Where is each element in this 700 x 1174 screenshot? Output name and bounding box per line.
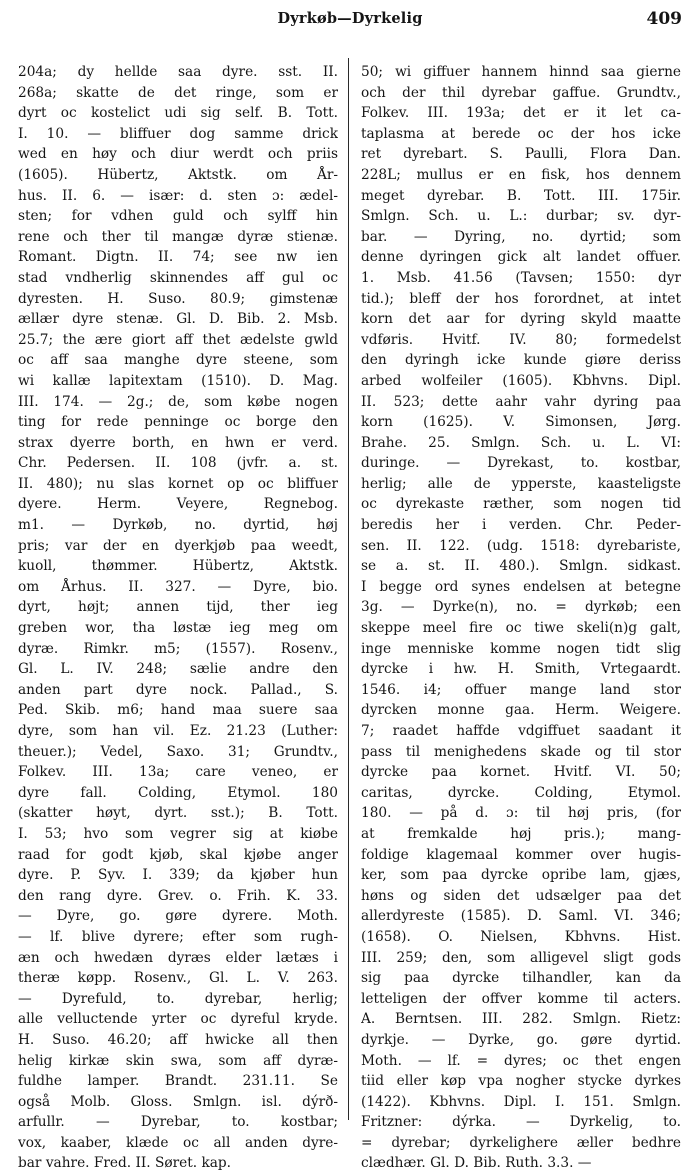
text-line: pris; var der en dyerkjøb paa weedt, (18, 537, 338, 554)
text-line: raad for godt kjøb, skal kjøbe anger (18, 846, 338, 863)
text-line: Folkev. III. 193a; det er it let ca- (361, 105, 681, 122)
text-line: anden part dyre nock. Pallad., S. (18, 681, 338, 698)
text-line: wed en høy och diur werdt och priis (18, 146, 338, 163)
text-line: taplasma at berede oc der hos icke (361, 125, 681, 142)
text-line: — lf. blive dyrere; efter som rugh- (18, 928, 338, 945)
text-line: tid.); bleff der hos forordnet, at intet (361, 290, 681, 307)
text-line: (1605). Hübertz, Aktstk. om År- (18, 166, 338, 183)
text-line: dyrcke paa kornet. Hvitf. VI. 50; (361, 764, 681, 781)
text-line: beredis her i verden. Chr. Peder- (361, 517, 681, 534)
text-line: stad vndherlig skinnendes aff gul oc (18, 269, 338, 286)
text-line: Ped. Skib. m6; hand maa suere saa (18, 702, 338, 719)
text-line: herlig; alle de ypperste, kaasteligste (361, 475, 681, 492)
page-number: 409 (646, 9, 682, 29)
text-line: 7; raadet haffde vdgiffuet saadant it (361, 723, 681, 739)
text-line: ret dyrebart. S. Paulli, Flora Dan. (361, 146, 681, 163)
text-line: — Dyre, go. gøre dyrere. Moth. (18, 908, 338, 925)
text-line: greben wor, tha løstæ ieg meg om (18, 620, 338, 637)
text-line: allerdyreste (1585). D. Saml. VI. 346; (361, 908, 681, 925)
text-line: dyresten. H. Suso. 80.9; gimstenæ (18, 290, 338, 307)
text-line: II. 523; dette aahr vahr dyring paa (361, 393, 681, 410)
text-line: Fritzner: dýrka. — Dyrkelig, to. (361, 1114, 681, 1131)
text-line: dyræ. Rimkr. m5; (1557). Rosenv., (18, 640, 338, 657)
text-line: III. 174. — 2g.; de, som købe nogen (18, 393, 338, 410)
text-line: Folkev. III. 13a; care veneo, er (18, 764, 338, 781)
text-line: III. 259; den, som alligevel sligt gods (361, 949, 681, 966)
left-column (18, 62, 338, 1174)
text-line: 180. — på d. ɔ: til høj pris, (for (361, 805, 681, 822)
text-line: sig paa dyrcke tilhandler, kan da (361, 970, 681, 987)
text-line: denne dyringen gick alt landet offuer. (361, 249, 681, 266)
text-line: korn det aar for dyring skyld maatte (361, 311, 681, 328)
text-line: Brahe. 25. Smlgn. Sch. u. L. VI: (361, 434, 681, 451)
text-line: duringe. — Dyrekast, to. kostbar, (361, 455, 681, 472)
text-line: dyre fall. Colding, Etymol. 180 (18, 784, 338, 801)
text-line: dyre, som han vil. Ez. 21.23 (Luther: (18, 723, 338, 739)
text-line: fuldhe lamper. Brandt. 231.11. Se (18, 1073, 338, 1090)
text-line: Moth. — lf. = dyres; oc thet engen (361, 1052, 681, 1069)
text-line: sen. II. 122. (udg. 1518: dyrebariste, (361, 537, 681, 554)
text-line: dyere. Herm. Veyere, Regnebog. (18, 496, 338, 513)
text-line: ællær dyre stenæ. Gl. D. Bib. 2. Msb. (18, 311, 338, 328)
text-line: — Dyrefuld, to. dyrebar, herlig; (18, 990, 338, 1007)
text-line: vdføris. Hvitf. IV. 80; formedelst (361, 331, 681, 348)
text-line: Chr. Pedersen. II. 108 (jvfr. a. st. (18, 455, 338, 472)
text-line: den rang dyre. Grev. o. Frih. K. 33. (18, 887, 338, 904)
right-column (361, 62, 681, 1174)
text-line: ker, som paa dyrcke opribe lam, gjæs, (361, 867, 681, 884)
text-line: I begge ord synes endelsen at betegne (361, 578, 681, 595)
running-head (0, 10, 700, 34)
text-line: I. 53; hvo som vegrer sig at kiøbe (18, 825, 338, 842)
text-line: kuoll, thømmer. Hübertz, Aktstk. (18, 558, 338, 575)
text-line: ting for rede penninge oc borge den (18, 414, 338, 431)
text-line: se a. st. II. 480.). Smlgn. sidkast. (361, 558, 681, 575)
text-line: 268a; skatte de det ringe, som er (18, 84, 338, 101)
text-line: alle velluctende yrter oc dyreful kryde. (18, 1011, 338, 1028)
text-line: II. 480); nu slas kornet op oc bliffuer (18, 475, 338, 492)
text-line: skeppe meel fire oc tiwe skeli(n)g galt, (361, 620, 681, 637)
text-line: bar. — Dyring, no. dyrtid; som (361, 228, 681, 245)
text-line: 228L; mullus er en fisk, hos dennem (361, 166, 681, 183)
text-line: dyre. P. Syv. I. 339; da kjøber hun (18, 867, 338, 884)
text-line: (1422). Kbhvns. Dipl. I. 151. Smlgn. (361, 1093, 681, 1110)
text-line: m1. — Dyrkøb, no. dyrtid, høj (18, 517, 338, 534)
text-line: Gl. L. IV. 248; sælie andre den (18, 661, 338, 678)
text-line: H. Suso. 46.20; aff hwicke all then (18, 1031, 338, 1048)
text-line: 25.7; the ære giort aff thet ædelste gwld (18, 331, 338, 348)
text-line: A. Berntsen. III. 282. Smlgn. Rietz: (361, 1011, 681, 1028)
text-line: letteligen der offver komme til acters. (361, 990, 681, 1007)
text-line: arfullr. — Dyrebar, to. kostbar; (18, 1114, 338, 1131)
text-line: theuer.); Vedel, Saxo. 31; Grundtv., (18, 743, 338, 760)
text-line: vox, kaaber, klæde oc all anden dyre- (18, 1134, 338, 1151)
text-line: dyrt oc kostelict udi sig self. B. Tott. (18, 105, 338, 122)
text-line: foldige klagemaal kommer over hugis- (361, 846, 681, 863)
text-line: theræ køpp. Rosenv., Gl. L. V. 263. (18, 970, 338, 987)
text-line: I. 10. — bliffuer dog samme drick (18, 125, 338, 142)
text-line: Smlgn. Sch. u. L.: durbar; sv. dyr- (361, 208, 681, 225)
text-line: caritas, dyrcke. Colding, Etymol. (361, 784, 681, 801)
text-line: den dyringh icke kunde giøre deriss (361, 352, 681, 369)
text-line: dyrcken monne gaa. Herm. Weigere. (361, 702, 681, 719)
text-line: æn och hwedæn dyræs elder lætæs i (18, 949, 338, 966)
text-line: och der thil dyrebar gaffue. Grundtv., (361, 84, 681, 101)
text-line: om Århus. II. 327. — Dyre, bio. (18, 578, 338, 595)
text-line: oc aff saa manghe dyre steene, som (18, 352, 338, 369)
text-line: korn (1625). V. Simonsen, Jørg. (361, 414, 681, 431)
text-line: clædhær. Gl. D. Bib. Ruth. 3.3. — (361, 1155, 592, 1172)
text-line: at fremkalde høj pris.); mang- (361, 825, 681, 842)
text-line: 1546. i4; offuer mange land stor (361, 681, 681, 698)
text-line: (skatter høyt, dyrt. sst.); B. Tott. (18, 805, 338, 822)
text-line: rene och ther til mangæ dyræ stienæ. (18, 228, 338, 245)
text-line: hus. II. 6. — især: d. sten ɔ: ædel- (18, 187, 338, 204)
text-line: strax dyerre borth, en hwn er verd. (18, 434, 338, 451)
text-line: oc dyrekaste ræther, som nogen tid (361, 496, 681, 513)
text-line: = dyrebar; dyrkelighere æller bedhre (361, 1134, 681, 1151)
text-line: bar vahre. Fred. II. Søret. kap. (18, 1155, 232, 1172)
text-line: 3g. — Dyrke(n), no. = dyrkøb; een (361, 599, 681, 616)
text-line: dyrcke i hw. H. Smith, Vrtegaardt. (361, 661, 681, 678)
text-line: Romant. Digtn. II. 74; see nw ien (18, 249, 338, 266)
text-line: 204a; dy hellde saa dyre. sst. II. (18, 64, 338, 80)
text-line: meget dyrebar. B. Tott. III. 175ir. (361, 187, 681, 204)
page-header-title: Dyrkøb—Dyrkelig (277, 10, 423, 27)
text-line: dyrkje. — Dyrke, go. gøre dyrtid. (361, 1031, 681, 1048)
text-line: også Molb. Gloss. Smlgn. isl. dýrð- (18, 1093, 338, 1110)
column-divider (348, 58, 349, 1120)
text-line: inge menniske komme nogen tidt slig (361, 640, 681, 657)
text-line: 50; wi giffuer hannem hinnd saa gierne (361, 64, 681, 80)
text-line: pass til menighedens skade og til stor (361, 743, 681, 760)
text-line: wi kallæ lapitextam (1510). D. Mag. (18, 372, 338, 389)
text-line: arbed wolfeiler (1605). Kbhvns. Dipl. (361, 372, 681, 389)
text-line: 1. Msb. 41.56 (Tavsen; 1550: dyr (361, 269, 681, 286)
text-line: sten; for vdhen guld och sylff hin (18, 208, 338, 225)
text-line: dyrt, højt; annen tijd, ther ieg (18, 599, 338, 616)
text-line: høns og siden det udsælger paa det (361, 887, 681, 904)
text-line: helig kirkæ skin swa, som aff dyræ- (18, 1052, 338, 1069)
text-line: (1658). O. Nielsen, Kbhvns. Hist. (361, 928, 681, 945)
text-line: tiid eller køp vpa nogher stycke dyrkes (361, 1073, 681, 1090)
